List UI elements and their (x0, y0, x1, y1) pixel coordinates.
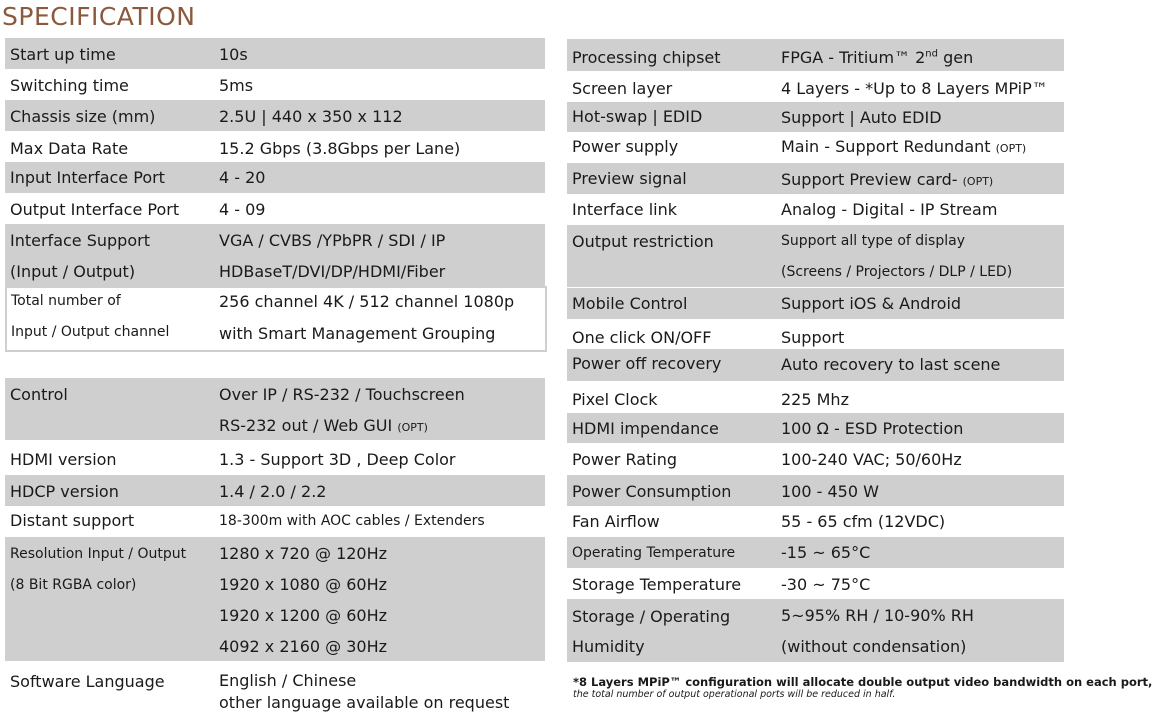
spec-label: HDMI impendance (572, 419, 719, 438)
spec-label: Power Rating (572, 450, 678, 469)
spec-row (5, 378, 545, 440)
spec-row (567, 225, 1064, 287)
opt-tag: (OPT) (995, 142, 1027, 155)
page-title: SPECIFICATION (2, 2, 196, 31)
spec-label: Screen layer (572, 79, 673, 98)
right-spec-table (567, 0, 1152, 720)
spec-row (567, 132, 1064, 163)
spec-row (5, 665, 545, 720)
spec-value: 2.5U | 440 x 350 x 112 (219, 107, 403, 126)
spec-value (781, 137, 1026, 156)
spec-value: Auto recovery to last scene (781, 355, 1001, 374)
spec-label: Chassis size (mm) (10, 107, 156, 126)
spec-row (567, 287, 1064, 319)
spec-value: with Smart Management Grouping (219, 324, 496, 343)
spec-value: 256 channel 4K / 512 channel 1080p (219, 292, 515, 311)
spec-row (5, 537, 545, 661)
spec-row (567, 71, 1064, 102)
spec-row (5, 506, 545, 537)
footnote (573, 675, 1152, 700)
spec-row (567, 443, 1064, 475)
spec-label: Humidity (572, 637, 645, 656)
spec-row (567, 413, 1064, 443)
spec-label: Power off recovery (572, 354, 722, 373)
spec-label: (8 Bit RGBA color) (10, 577, 137, 593)
spec-label: Input / Output channel (11, 324, 170, 340)
spec-row (5, 444, 545, 475)
spec-row (567, 506, 1064, 537)
spec-label: Power supply (572, 137, 679, 156)
spec-label: HDMI version (10, 450, 117, 469)
spec-value: 1280 x 720 @ 120Hz (219, 544, 388, 563)
opt-tag: (OPT) (962, 175, 994, 188)
spec-value: -30 ~ 75°C (781, 575, 871, 594)
spec-value: Analog - Digital - IP Stream (781, 200, 998, 219)
spec-value: 1920 x 1200 @ 60Hz (219, 606, 388, 625)
spec-value: HDBaseT/DVI/DP/HDMI/Fiber (219, 262, 446, 281)
spec-value: 100 - 450 W (781, 482, 879, 501)
spec-value: VGA / CVBS /YPbPR / SDI / IP (219, 231, 446, 250)
spec-row (567, 319, 1064, 349)
spec-value (781, 48, 973, 67)
spec-value: English / Chinese (219, 671, 357, 690)
spec-label: Distant support (10, 511, 135, 530)
spec-value: 225 Mhz (781, 390, 849, 409)
spec-value-text: Main - Support Redundant (781, 137, 991, 156)
spec-value: Over IP / RS-232 / Touchscreen (219, 385, 465, 404)
spec-value (781, 170, 993, 189)
spec-label: Switching time (10, 76, 129, 95)
spec-row (567, 39, 1064, 71)
spec-row (567, 475, 1064, 506)
spec-value-text: Support Preview card- (781, 170, 958, 189)
spec-row (567, 194, 1064, 225)
spec-value: (without condensation) (781, 637, 967, 656)
spec-row (567, 381, 1064, 413)
spec-value: 55 - 65 cfm (12VDC) (781, 512, 946, 531)
footnote-line-2: the total number of output operational ports will be reduced in half. (573, 689, 896, 700)
spec-value: Support (781, 328, 845, 347)
spec-label: Interface Support (10, 231, 150, 250)
spec-value: 18-300m with AOC cables / Extenders (219, 513, 485, 529)
spec-label: Total number of (11, 293, 121, 309)
spec-label: Mobile Control (572, 294, 688, 313)
spec-label: (Input / Output) (10, 262, 136, 281)
spec-label: Processing chipset (572, 48, 721, 67)
spec-value: 1920 x 1080 @ 60Hz (219, 575, 388, 594)
spec-value (219, 416, 428, 435)
spec-label: Software Language (10, 672, 165, 691)
spec-value: Support | Auto EDID (781, 108, 942, 127)
spec-label: HDCP version (10, 482, 119, 501)
spec-value: 5~95% RH / 10-90% RH (781, 606, 974, 625)
spec-value: 4 - 09 (219, 200, 266, 219)
spec-label: Start up time (10, 45, 116, 64)
spec-value: 15.2 Gbps (3.8Gbps per Lane) (219, 139, 461, 158)
spec-row (567, 537, 1064, 568)
spec-value: -15 ~ 65°C (781, 543, 871, 562)
spec-label: One click ON/OFF (572, 328, 712, 347)
spec-value: 100-240 VAC; 50/60Hz (781, 450, 962, 469)
spec-value: 1.4 / 2.0 / 2.2 (219, 482, 327, 501)
opt-tag: (OPT) (397, 421, 428, 434)
spec-value: 4 Layers - *Up to 8 Layers MPiP™ (781, 79, 1048, 98)
spec-value: 100 Ω - ESD Protection (781, 419, 964, 438)
spec-label: Storage Temperature (572, 575, 742, 594)
spec-label: Fan Airflow (572, 512, 660, 531)
spec-label: Power Consumption (572, 482, 732, 501)
spec-value-text: RS-232 out / Web GUI (219, 416, 393, 435)
spec-value: 1.3 - Support 3D , Deep Color (219, 450, 456, 469)
spec-label: Control (10, 385, 68, 404)
superscript: nd (925, 48, 938, 60)
spec-label: Resolution Input / Output (10, 546, 187, 562)
spec-label: Output Interface Port (10, 200, 180, 219)
spec-value: 4 - 20 (219, 168, 266, 187)
spec-row (567, 163, 1064, 194)
spec-row (567, 102, 1064, 132)
spec-value-text: FPGA - Tritium™ 2 (781, 48, 926, 67)
spec-row (567, 568, 1064, 599)
spec-value: other language available on request (219, 693, 510, 712)
spec-label: Hot-swap | EDID (572, 107, 703, 126)
spec-row (5, 475, 545, 506)
spec-label: Preview signal (572, 169, 687, 188)
footnote-line-1: *8 Layers MPiP™ configuration will allocate double output video bandwidth on each port, (573, 675, 1152, 689)
spec-label: Operating Temperature (572, 545, 736, 561)
spec-label: Pixel Clock (572, 390, 658, 409)
spec-value: Support all type of display (781, 233, 965, 249)
spec-value: 4092 x 2160 @ 30Hz (219, 637, 388, 656)
spec-value: 5ms (219, 76, 254, 95)
spec-label: Interface link (572, 200, 678, 219)
spec-value-tail: gen (937, 48, 974, 67)
spec-label: Input Interface Port (10, 168, 165, 187)
spec-label: Max Data Rate (10, 139, 129, 158)
spec-row (567, 349, 1064, 381)
spec-value: 10s (219, 45, 248, 64)
spec-label: Output restriction (572, 232, 714, 251)
spec-value: Support iOS & Android (781, 294, 962, 313)
spec-row (567, 599, 1064, 662)
spec-value: (Screens / Projectors / DLP / LED) (781, 264, 1013, 280)
left-spec-table-lower (5, 0, 545, 720)
spec-label: Storage / Operating (572, 607, 731, 626)
